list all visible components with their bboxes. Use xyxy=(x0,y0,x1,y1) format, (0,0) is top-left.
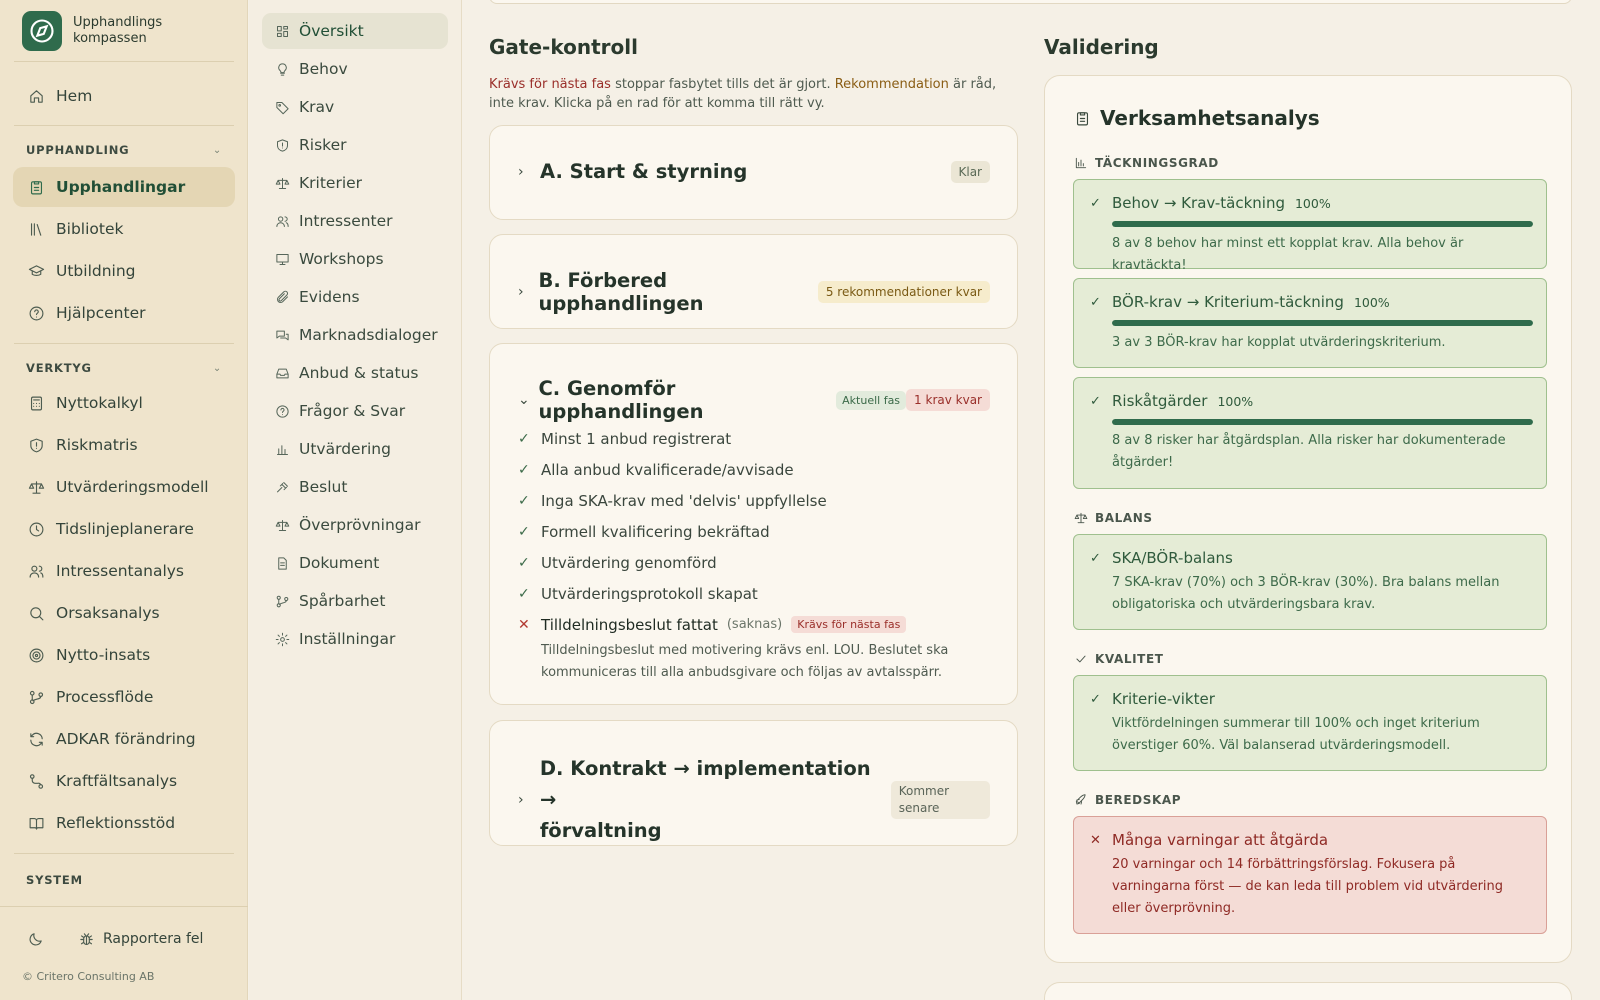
checklist-item[interactable] xyxy=(518,578,998,609)
category-readiness xyxy=(1073,791,1181,809)
sidebar-item-bibliotek[interactable] xyxy=(13,209,235,249)
divider xyxy=(14,853,234,854)
sidebar-item-label: Intressentanalys xyxy=(56,562,185,580)
subnav-item-installningar[interactable] xyxy=(262,621,448,657)
moon-icon[interactable] xyxy=(26,930,44,948)
validation-item-desc: Viktfördelningen summerar till 100% och inget kriterium överstiger 60%. Väl balanserad utvärderingsmodell. xyxy=(1112,716,1480,753)
validation-item-title: Behov → Krav-täckning xyxy=(1112,194,1285,212)
subnav-item-label: Evidens xyxy=(299,288,360,306)
subnav-item-label: Dokument xyxy=(299,554,380,572)
validation-item-desc: 3 av 3 BÖR-krav har kopplat utvärderingskriterium. xyxy=(1112,335,1446,350)
validation-item-desc: 20 varningar och 14 förbättringsförslag. Fokusera på varningarna först — de kan leda till problem vid utvärdering eller överprövning. xyxy=(1112,857,1504,916)
report-bug-button[interactable] xyxy=(77,930,203,948)
sidebar-item-label: Orsaksanalys xyxy=(56,604,160,622)
subnav-item-label: Intressenter xyxy=(299,212,393,230)
sidebar-item-adkar[interactable] xyxy=(13,719,235,759)
check-icon: ✓ xyxy=(1090,550,1101,566)
subnav-item-behov[interactable] xyxy=(262,51,448,87)
chevron-right-icon: › xyxy=(518,284,524,300)
chevron-right-icon: › xyxy=(518,791,524,808)
sidebar-footer xyxy=(26,930,203,948)
sidebar-item-label: Nyttokalkyl xyxy=(56,394,143,412)
checklist-item[interactable] xyxy=(518,423,998,454)
checklist-label: Utvärdering genomförd xyxy=(541,553,717,572)
search-icon xyxy=(27,604,45,622)
sidebar-item-label: Reflektionsstöd xyxy=(56,814,176,832)
subnav-item-label: Frågor & Svar xyxy=(299,402,406,420)
sidebar-item-label: Utvärderingsmodell xyxy=(56,478,209,496)
badge-line: Kommer xyxy=(898,783,950,798)
route-icon xyxy=(27,772,45,790)
divider xyxy=(14,125,234,126)
validation-card-header xyxy=(1073,106,1320,130)
checklist-label: Formell kvalificering bekräftad xyxy=(541,522,770,541)
subnav-item-sparbarhet[interactable] xyxy=(262,583,448,619)
checklist-item[interactable] xyxy=(518,454,998,485)
target-icon xyxy=(27,646,45,664)
app-logo[interactable] xyxy=(22,11,183,51)
help-circle-icon xyxy=(27,304,45,322)
validation-item-title: Kriterie-vikter xyxy=(1112,690,1215,708)
checklist-label: Utvärderingsprotokoll skapat xyxy=(541,584,758,603)
progress-bar xyxy=(1112,320,1533,326)
gate-checklist xyxy=(518,423,998,684)
divider xyxy=(14,343,234,344)
checklist-label: Minst 1 anbud registrerat xyxy=(541,429,732,448)
phase-header[interactable] xyxy=(518,160,990,183)
sidebar-item-orsaksanalys[interactable] xyxy=(13,593,235,633)
document-icon xyxy=(274,554,290,572)
scale-icon xyxy=(27,478,45,496)
git-branch-icon xyxy=(274,592,290,610)
next-card xyxy=(1044,982,1572,1000)
phase-title-line: D. Kontrakt → implementation → xyxy=(539,757,871,811)
sidebar-item-upphandlingar[interactable] xyxy=(13,167,235,207)
current-phase-badge: Aktuell fas xyxy=(836,391,906,410)
phase-card-d[interactable] xyxy=(489,720,1018,846)
subnav-item-label: Behov xyxy=(299,60,348,78)
check-icon: ✓ xyxy=(518,523,530,540)
category-coverage xyxy=(1073,154,1219,172)
validation-card xyxy=(1044,75,1572,963)
check-icon: ✓ xyxy=(518,492,530,509)
validation-item-title: Många varningar att åtgärda xyxy=(1112,831,1329,849)
sidebar-item-label: Processflöde xyxy=(56,688,154,706)
copyright: © Critero Consulting AB xyxy=(22,970,155,983)
section-title: SYSTEM xyxy=(26,873,83,887)
phase-title xyxy=(540,753,891,846)
book-open-icon xyxy=(27,814,45,832)
check-icon: ✓ xyxy=(1090,691,1101,707)
progress-bar xyxy=(1112,221,1533,227)
sidebar-item-riskmatris[interactable] xyxy=(13,425,235,465)
checklist-item[interactable] xyxy=(518,516,998,547)
check-icon: ✓ xyxy=(1090,195,1101,211)
missing-status: (saknas) xyxy=(726,617,783,632)
scale-icon xyxy=(274,516,290,534)
subnav-item-oversikt[interactable] xyxy=(262,13,448,49)
rocket-icon xyxy=(1073,791,1089,809)
check-icon: ✓ xyxy=(1090,294,1101,310)
category-label: BALANS xyxy=(1095,511,1153,525)
app-name-line1: Upphandlings xyxy=(73,15,163,30)
failed-description: Tilldelningsbeslut med motivering krävs enl. LOU. Beslutet ska kommuniceras till alla anbudsgivare och följas av avtalsspärr. xyxy=(541,643,949,680)
phase-card-c[interactable] xyxy=(489,343,1018,705)
subnav-item-overprovningar[interactable] xyxy=(262,507,448,543)
phase-title: B. Förbered upphandlingen xyxy=(538,269,704,315)
section-header-upphandling[interactable] xyxy=(26,143,222,157)
sidebar-item-nytto-insats[interactable] xyxy=(13,635,235,675)
library-icon xyxy=(27,220,45,238)
status-badge: 1 krav kvar xyxy=(906,389,990,411)
sidebar-item-label: Nytto-insats xyxy=(56,646,151,664)
subnav-item-risker[interactable] xyxy=(262,127,448,163)
progress-fill xyxy=(1112,320,1533,326)
intro-recommendation-term: Rekommendation xyxy=(834,77,949,92)
validation-item-desc: 8 av 8 risker har åtgärdsplan. Alla risker har dokumenterade åtgärder! xyxy=(1112,433,1506,470)
section-header-system[interactable] xyxy=(26,873,222,887)
validation-item-header xyxy=(1090,392,1253,410)
grid-icon xyxy=(274,22,290,40)
subnav-item-intressenter[interactable] xyxy=(262,203,448,239)
gate-title: Gate-kontroll xyxy=(489,35,638,59)
subnav-item-label: Anbud & status xyxy=(299,364,419,382)
scale-icon xyxy=(274,174,290,192)
gear-icon xyxy=(274,630,290,648)
category-label: BEREDSKAP xyxy=(1095,793,1182,807)
clipboard-icon xyxy=(27,178,45,196)
validation-item-title: Riskåtgärder xyxy=(1112,392,1208,410)
subnav-item-label: Inställningar xyxy=(299,630,396,648)
status-badge: 5 rekommendationer kvar xyxy=(818,281,990,303)
subnav-item-dokument[interactable] xyxy=(262,545,448,581)
validation-item-header xyxy=(1090,194,1331,212)
check-icon xyxy=(1073,650,1089,668)
subnav-item-evidens[interactable] xyxy=(262,279,448,315)
subnav-item-label: Risker xyxy=(299,136,347,154)
home-icon xyxy=(27,87,45,105)
sidebar-item-label: Hjälpcenter xyxy=(56,304,146,322)
subnav-item-label: Beslut xyxy=(299,478,348,496)
checklist-item-failed[interactable] xyxy=(518,609,998,640)
validation-item-header xyxy=(1090,549,1233,567)
sidebar-item-label: Bibliotek xyxy=(56,220,124,238)
category-label: KVALITET xyxy=(1095,652,1164,666)
validation-title: Validering xyxy=(1044,35,1159,59)
checklist-label: Tilldelningsbeslut fattat xyxy=(541,615,718,634)
clock-icon xyxy=(27,520,45,538)
subnav-item-beslut[interactable] xyxy=(262,469,448,505)
phase-header[interactable] xyxy=(518,753,990,846)
chevron-right-icon: › xyxy=(518,163,524,180)
gate-intro xyxy=(489,75,1024,113)
validation-item-title: SKA/BÖR-balans xyxy=(1112,549,1233,567)
sidebar-item-label: Upphandlingar xyxy=(56,178,186,196)
help-circle-icon xyxy=(274,402,290,420)
sidebar-item-utvarderingsmodell[interactable] xyxy=(13,467,235,507)
validation-item-desc: 8 av 8 behov har minst ett kopplat krav. Alla behov är kravtäckta! xyxy=(1112,236,1464,273)
checklist-label: Inga SKA-krav med 'delvis' uppfyllelse xyxy=(541,491,827,510)
subnav-item-marknadsdialoger[interactable] xyxy=(262,317,448,353)
sidebar-item-processflode[interactable] xyxy=(13,677,235,717)
section-header-verktyg[interactable] xyxy=(26,361,222,375)
tag-icon xyxy=(274,98,290,116)
phase-title: A. Start & styrning xyxy=(540,160,748,183)
chevron-down-icon: ⌄ xyxy=(212,362,222,374)
intro-text: stoppar fasbytet tills det är gjort. xyxy=(610,77,835,92)
sidebar-item-nyttokalkyl[interactable] xyxy=(13,383,235,423)
subnav-item-label: Översikt xyxy=(299,22,364,40)
presentation-icon xyxy=(274,250,290,268)
footer-divider xyxy=(0,906,248,907)
validation-item[interactable] xyxy=(1073,534,1547,630)
app-name-line2: kompassen xyxy=(73,31,147,46)
check-icon: ✓ xyxy=(518,554,530,571)
subnav-item-workshops[interactable] xyxy=(262,241,448,277)
git-branch-icon xyxy=(27,688,45,706)
shield-alert-icon xyxy=(274,136,290,154)
sidebar-item-label: Riskmatris xyxy=(56,436,138,454)
sidebar-item-label: Hem xyxy=(56,87,93,105)
x-icon: ✕ xyxy=(1090,832,1101,848)
main-sidebar xyxy=(0,0,248,1000)
check-icon: ✓ xyxy=(518,585,530,602)
sidebar-item-home[interactable] xyxy=(13,76,235,116)
lightbulb-icon xyxy=(274,60,290,78)
percent-value: 100% xyxy=(1217,393,1254,409)
inbox-icon xyxy=(274,364,290,382)
sidebar-item-label: ADKAR förändring xyxy=(56,730,196,748)
subnav-item-label: Utvärdering xyxy=(299,440,391,458)
graduation-cap-icon xyxy=(27,262,45,280)
validation-item[interactable] xyxy=(1073,675,1547,771)
users-icon xyxy=(274,212,290,230)
report-bug-label: Rapportera fel xyxy=(103,931,204,947)
validation-item[interactable] xyxy=(1073,377,1547,489)
subnav-item-label: Överprövningar xyxy=(299,516,421,534)
percent-value: 100% xyxy=(1353,294,1390,310)
sidebar-item-hjalpcenter[interactable] xyxy=(13,293,235,333)
checklist-label: Alla anbud kvalificerade/avvisade xyxy=(541,460,794,479)
compass-logo-icon xyxy=(22,11,62,51)
category-label: TÄCKNINGSGRAD xyxy=(1095,156,1219,170)
phase-card-a[interactable] xyxy=(489,125,1018,220)
subnav-item-anbud[interactable] xyxy=(262,355,448,391)
checklist-item[interactable] xyxy=(518,547,998,578)
section-title: UPPHANDLING xyxy=(26,143,130,157)
validation-item-warning[interactable] xyxy=(1073,816,1547,934)
subnav-item-label: Krav xyxy=(299,98,335,116)
intro-required-term: Krävs för nästa fas xyxy=(489,77,611,92)
subnav-item-utvardering[interactable] xyxy=(262,431,448,467)
bar-chart-icon xyxy=(1073,154,1089,172)
validation-item-header xyxy=(1090,293,1390,311)
check-icon: ✓ xyxy=(1090,393,1101,409)
subnav-item-label: Kriterier xyxy=(299,174,363,192)
validation-item-header xyxy=(1090,831,1328,849)
status-badge: Klar xyxy=(951,161,991,183)
sidebar-item-tidslinjeplanerare[interactable] xyxy=(13,509,235,549)
x-icon: ✕ xyxy=(518,616,530,633)
subnav-item-label: Spårbarhet xyxy=(299,592,386,610)
previous-card xyxy=(489,0,1572,4)
bug-icon xyxy=(77,930,95,948)
divider xyxy=(14,61,234,62)
sidebar-item-intressentanalys[interactable] xyxy=(13,551,235,591)
subnav-item-label: Marknadsdialoger xyxy=(299,326,438,344)
progress-fill xyxy=(1112,419,1533,425)
phase-card-b[interactable] xyxy=(489,234,1018,329)
checklist-item[interactable] xyxy=(518,485,998,516)
required-badge: Krävs för nästa fas xyxy=(791,616,906,633)
phase-title: C. Genomför upphandlingen xyxy=(538,377,704,423)
sidebar-item-utbildning[interactable] xyxy=(13,251,235,291)
progress-fill xyxy=(1112,221,1533,227)
validation-item-title: BÖR-krav → Kriterium-täckning xyxy=(1112,293,1344,311)
clipboard-icon xyxy=(1073,109,1091,127)
phase-header[interactable] xyxy=(518,377,990,423)
validation-item[interactable] xyxy=(1073,179,1547,273)
scale-icon xyxy=(1073,509,1089,527)
chevron-down-icon: ⌄ xyxy=(212,144,222,156)
intro-text: är råd, inte krav. Klicka på en rad för att komma till rätt vy. xyxy=(489,77,997,111)
bar-chart-icon xyxy=(274,440,290,458)
app-name xyxy=(73,15,183,47)
sidebar-item-label: Tidslinjeplanerare xyxy=(56,520,194,538)
calculator-icon xyxy=(27,394,45,412)
sidebar-item-reflektionsstod[interactable] xyxy=(13,803,235,843)
validation-item-header xyxy=(1090,690,1215,708)
check-icon: ✓ xyxy=(518,461,530,478)
shield-alert-icon xyxy=(27,436,45,454)
subnav-item-label: Workshops xyxy=(299,250,384,268)
validation-item-desc: 7 SKA-krav (70%) och 3 BÖR-krav (30%). Bra balans mellan obligatoriska och utvärderingsbara krav. xyxy=(1112,575,1500,612)
category-balance xyxy=(1073,509,1153,527)
phase-title-line: förvaltning xyxy=(539,819,662,842)
refresh-icon xyxy=(27,730,45,748)
status-badge xyxy=(891,781,990,819)
validation-card-title: Verksamhetsanalys xyxy=(1100,106,1320,130)
progress-bar xyxy=(1112,419,1533,425)
phase-header[interactable] xyxy=(518,269,990,315)
badge-line: senare xyxy=(898,800,940,815)
subnav-item-krav[interactable] xyxy=(262,89,448,125)
chevron-down-icon: ⌄ xyxy=(518,392,530,408)
sidebar-item-kraftfaltsanalys[interactable] xyxy=(13,761,235,801)
validation-item[interactable] xyxy=(1073,278,1547,368)
percent-value: 100% xyxy=(1294,195,1331,211)
sidebar-item-label: Utbildning xyxy=(56,262,136,280)
section-title: VERKTYG xyxy=(26,361,92,375)
sidebar-item-label: Kraftfältsanalys xyxy=(56,772,178,790)
category-quality xyxy=(1073,650,1164,668)
gavel-icon xyxy=(274,478,290,496)
procurement-subnav xyxy=(249,0,462,1000)
users-icon xyxy=(27,562,45,580)
subnav-item-fragor-svar[interactable] xyxy=(262,393,448,429)
check-icon: ✓ xyxy=(518,430,530,447)
chat-icon xyxy=(274,326,290,344)
subnav-item-kriterier[interactable] xyxy=(262,165,448,201)
paperclip-icon xyxy=(274,288,290,306)
